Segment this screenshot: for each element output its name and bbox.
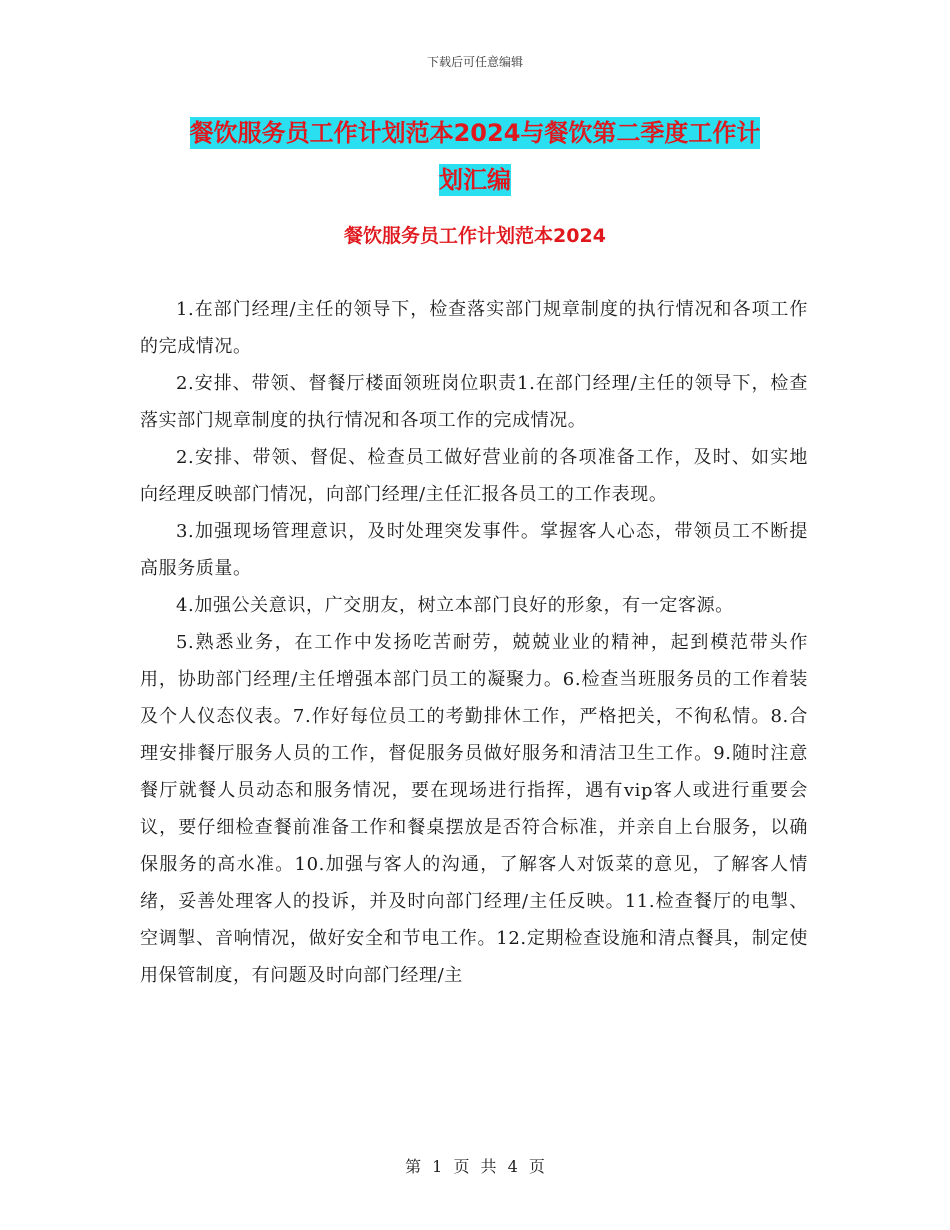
paragraph: 2.安排、带领、督促、检查员工做好营业前的各项准备工作，及时、如实地向经理反映部门情况，向部门经理/主任汇报各员工的工作表现。 <box>140 447 808 505</box>
paragraph: 4.加强公关意识，广交朋友，树立本部门良好的形象，有一定客源。 <box>176 595 734 616</box>
paragraph: 1.在部门经理/主任的领导下，检查落实部门规章制度的执行情况和各项工作的完成情况。 <box>140 299 808 357</box>
document-title-line-2: 划汇编 <box>439 166 511 194</box>
header-note: 下载后可任意编辑 <box>426 55 523 69</box>
paragraph: 5.熟悉业务，在工作中发扬吃苦耐劳，兢兢业业的精神，起到模范带头作用，协助部门经理/主任增强本部门员工的凝聚力。6.检查当班服务员的工作着装及个人仪态仪表。7.作好每位员工的考勤排休工作，严格把关，不徇私情。8.合理安排餐厅服务人员的工作，督促服务员做好服务和清洁卫生工作。9.随时注意餐厅就餐人员动态和服务情况，要在现场进行指挥，遇有vip客人或进行重要会议，要仔细检查餐前准备工作和餐桌摆放是否符合标准，并亲自上台服务，以确保服务的高水准。10.加强与客人的沟通，了解客人对饭菜的意见，了解客人情绪，妥善处理客人的投诉，并及时向部门经理/主任反映。11.检查餐厅的电掣、空调掣、音响情况，做好安全和节电工作。12.定期检查设施和清点餐具，制定使用保管制度，有问题及时向部门经理/主 <box>140 632 808 986</box>
paragraph: 3.加强现场管理意识，及时处理突发事件。掌握客人心态，带领员工不断提高服务质量。 <box>140 521 808 579</box>
page-footer: 第 1 页 共 4 页 <box>405 1157 545 1176</box>
document-title <box>140 110 810 204</box>
document-title-line-1: 餐饮服务员工作计划范本2024与餐饮第二季度工作计 <box>189 119 761 147</box>
paragraph: 2.安排、带领、督餐厅楼面领班岗位职责1.在部门经理/主任的领导下，检查落实部门规章制度的执行情况和各项工作的完成情况。 <box>140 373 808 431</box>
section-title: 餐饮服务员工作计划范本2024 <box>344 225 606 247</box>
document-body <box>140 291 808 994</box>
